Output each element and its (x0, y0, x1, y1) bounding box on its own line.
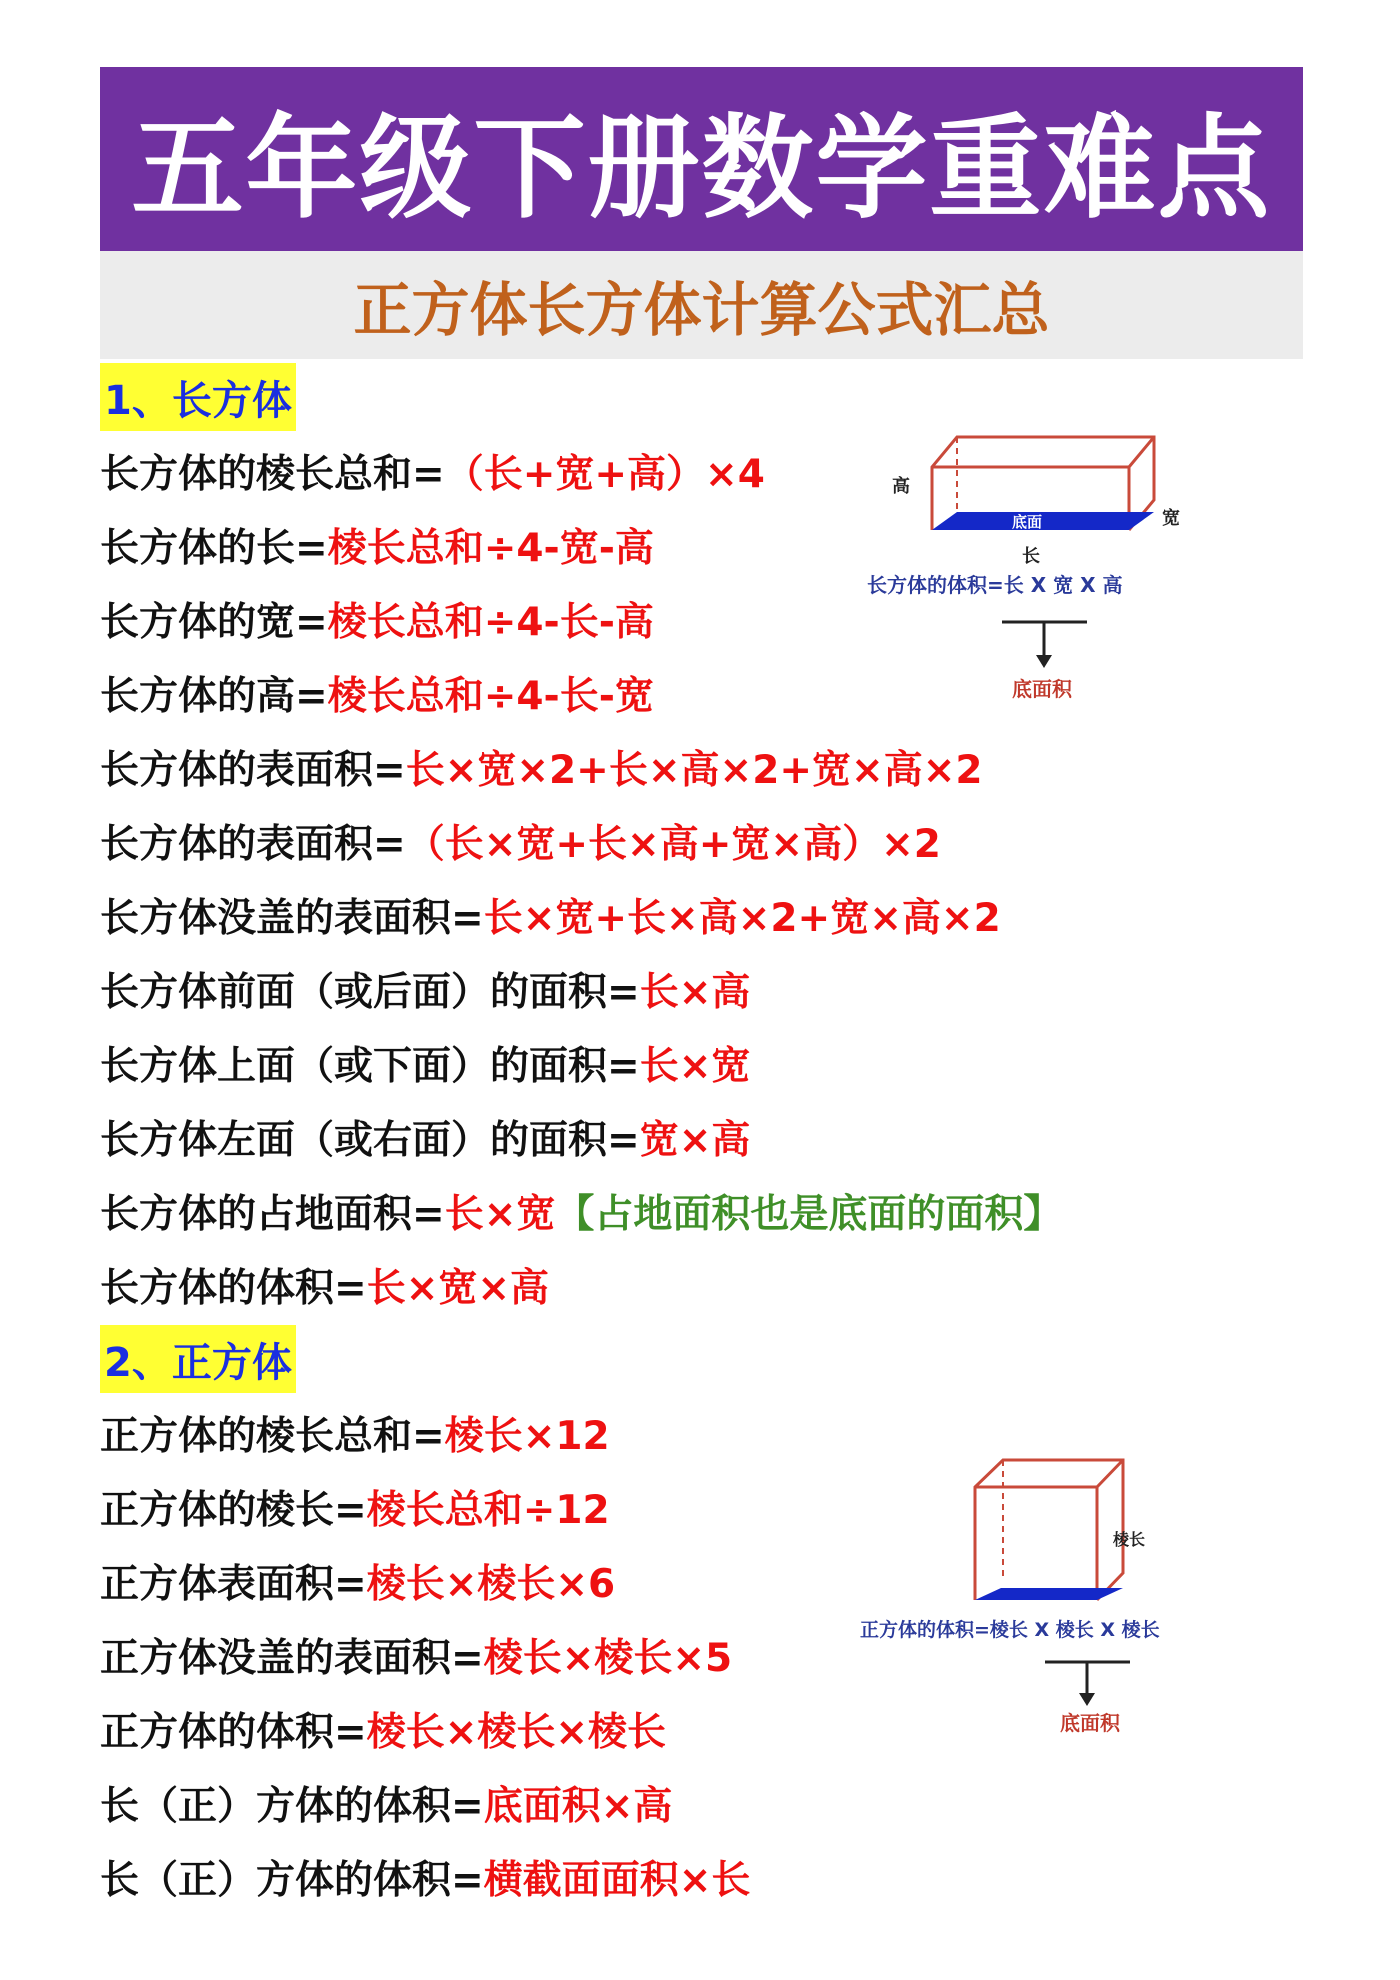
formula-label: 长方体左面（或右面）的面积= (100, 1118, 640, 1163)
page-subtitle: 正方体长方体计算公式汇总 (100, 251, 1303, 359)
label-edge: 棱长 (1113, 1530, 1146, 1549)
formula-value: 底面积×高 (483, 1784, 673, 1829)
formula-value: 棱长总和÷12 (366, 1488, 610, 1533)
formula-value: 宽×高 (639, 1118, 751, 1163)
formula-value: 棱长总和÷4-宽-高 (327, 526, 654, 571)
formula-line (100, 437, 765, 505)
formula-label: 长方体上面（或下面）的面积= (100, 1044, 640, 1089)
formula-value: 横截面面积×长 (483, 1858, 751, 1903)
formula-label: 长方体的棱长总和= (100, 452, 445, 497)
formula-label: 正方体的棱长= (100, 1488, 367, 1533)
formula-value: 长×宽×2+长×高×2+宽×高×2 (405, 748, 983, 793)
formula-value: （长+宽+高）×4 (444, 452, 765, 497)
formula-line (100, 1473, 610, 1541)
formula-label: 长方体的高= (100, 674, 328, 719)
cube-base-face (975, 1588, 1123, 1600)
arrow-down-icon (1079, 1693, 1095, 1706)
formula-value: （长×宽+长×高+宽×高）×2 (405, 822, 941, 867)
cube-diagram (855, 1440, 1275, 1740)
formula-label: 长方体没盖的表面积= (100, 896, 484, 941)
formula-value: 棱长总和÷4-长-宽 (327, 674, 654, 719)
cuboid-diagram (862, 412, 1232, 712)
formula-value: 棱长×棱长×6 (366, 1562, 616, 1607)
formula-label: 长方体前面（或后面）的面积= (100, 970, 640, 1015)
formula-line (100, 1695, 666, 1763)
formula-label: 正方体没盖的表面积= (100, 1636, 484, 1681)
formula-line (100, 881, 1001, 949)
label-base: 底面 (1012, 513, 1043, 531)
formula-line (100, 1177, 1062, 1245)
formula-value: 长×宽+长×高×2+宽×高×2 (483, 896, 1001, 941)
formula-value: 长×高 (639, 970, 751, 1015)
formula-label: 长方体的占地面积= (100, 1192, 445, 1237)
formula-value: 棱长总和÷4-长-高 (327, 600, 654, 645)
cuboid-volume-formula: 长方体的体积=长 X 宽 X 高 (867, 573, 1123, 597)
formula-line (100, 1547, 615, 1615)
formula-line (100, 659, 654, 727)
formula-line (100, 1843, 750, 1911)
formula-label: 长（正）方体的体积= (100, 1784, 484, 1829)
formula-value: 长×宽 (639, 1044, 751, 1089)
label-base-area: 底面积 (1012, 677, 1072, 701)
arrow-down-icon (1036, 655, 1052, 668)
label-height: 高 (892, 476, 910, 497)
label-base-area: 底面积 (1060, 1711, 1120, 1735)
formula-line (100, 807, 941, 875)
formula-line (100, 1621, 732, 1689)
formula-label: 长（正）方体的体积= (100, 1858, 484, 1903)
formula-label: 长方体的表面积= (100, 748, 406, 793)
cube-volume-formula: 正方体的体积=棱长 X 棱长 X 棱长 (860, 1619, 1160, 1641)
formula-label: 长方体的长= (100, 526, 328, 571)
formula-note: 【占地面积也是底面的面积】 (555, 1192, 1063, 1237)
formula-line (100, 1103, 750, 1171)
formula-line (100, 1769, 672, 1837)
formula-line (100, 733, 983, 801)
label-width: 宽 (1162, 508, 1180, 529)
formula-label: 长方体的体积= (100, 1266, 367, 1311)
formula-line (100, 585, 654, 653)
formula-line (100, 1251, 549, 1319)
section-heading-cube: 2、正方体 (100, 1325, 296, 1393)
formula-value: 棱长×棱长×5 (483, 1636, 733, 1681)
formula-line (100, 1029, 750, 1097)
cuboid-base-face (932, 512, 1154, 530)
formula-label: 正方体的棱长总和= (100, 1414, 445, 1459)
formula-value: 棱长×12 (444, 1414, 610, 1459)
section-heading-cuboid: 1、长方体 (100, 363, 296, 431)
formula-line (100, 511, 654, 579)
label-length: 长 (1022, 546, 1040, 567)
page-title: 五年级下册数学重难点 (100, 67, 1303, 251)
formula-line (100, 1399, 610, 1467)
cube-edges (975, 1460, 1123, 1600)
formula-value: 棱长×棱长×棱长 (366, 1710, 667, 1755)
formula-value: 长×宽×高 (366, 1266, 550, 1311)
formula-label: 长方体的表面积= (100, 822, 406, 867)
formula-line (100, 955, 750, 1023)
formula-value: 长×宽 (444, 1192, 556, 1237)
formula-label: 正方体的体积= (100, 1710, 367, 1755)
formula-label: 正方体表面积= (100, 1562, 367, 1607)
formula-label: 长方体的宽= (100, 600, 328, 645)
